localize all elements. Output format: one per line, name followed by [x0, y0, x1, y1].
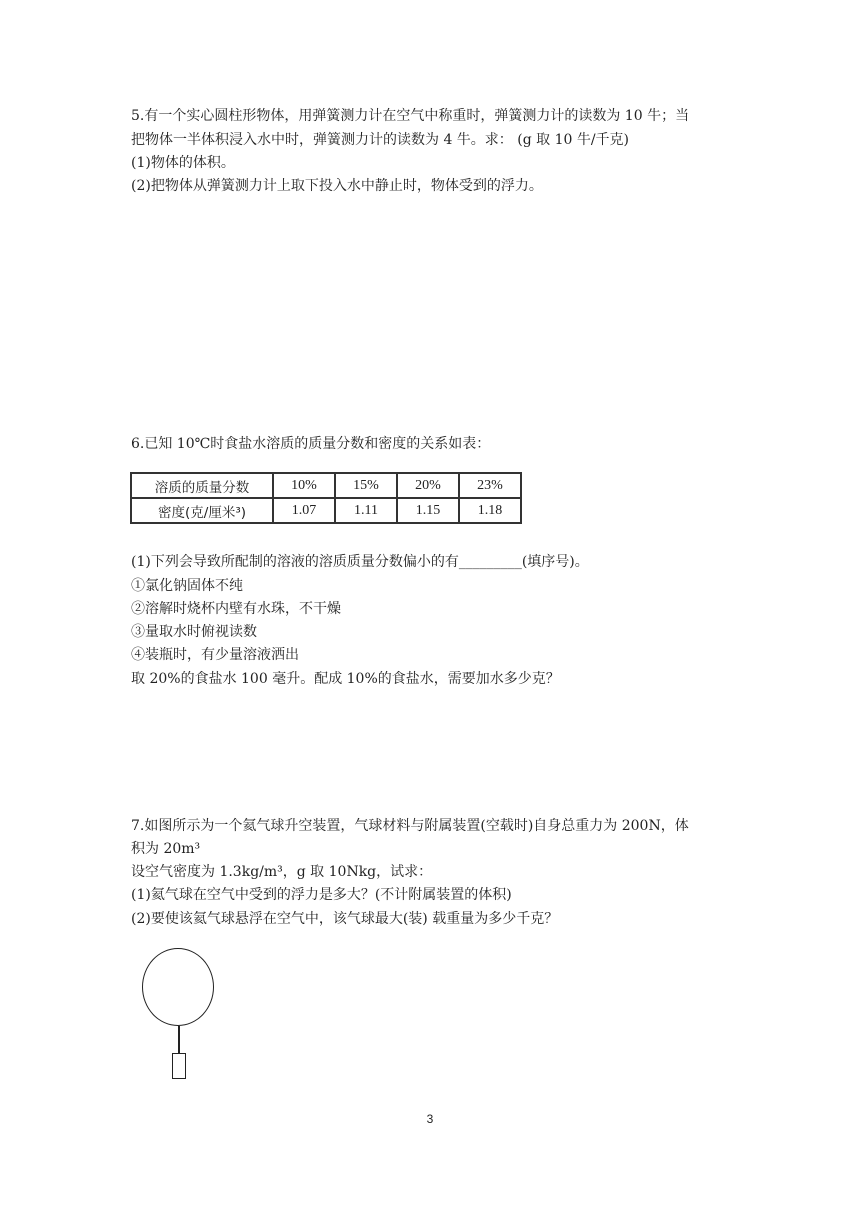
table-cell: 15% [335, 473, 397, 498]
q7-line-1: 7.如图所示为一个氦气球升空装置，气球材料与附属装置(空载时)自身总重力为 200N，体 [131, 818, 689, 834]
table-row-label: 密度(克/厘米³) [131, 498, 273, 523]
page-number: 3 [426, 1112, 434, 1126]
balloon-figure [142, 948, 214, 1026]
q5-sub-2: (2)把物体从弹簧测力计上取下投入水中静止时，物体受到的浮力。 [131, 178, 543, 194]
q6-intro: 6.已知 10℃时食盐水溶质的质量分数和密度的关系如表： [131, 436, 491, 452]
q6-option-2: ②溶解时烧杯内壁有水珠，不干燥 [131, 601, 341, 617]
q7-line-3: 设空气密度为 1.3kg/m³，g 取 10Nkg，试求： [131, 864, 433, 880]
q7-sub-1: (1)氦气球在空气中受到的浮力是多大？(不计附属装置的体积) [131, 887, 512, 903]
q5-sub-1: (1)物体的体积。 [131, 155, 235, 171]
table-cell: 23% [459, 473, 521, 498]
density-table [130, 472, 522, 524]
q6-sub-1: (1)下列会导致所配制的溶液的溶质质量分数偏小的有_________(填序号)。 [131, 554, 589, 570]
table-cell: 10% [273, 473, 335, 498]
table-row [131, 498, 521, 523]
table-cell: 1.15 [397, 498, 459, 523]
q5-line-2: 把物体一半体积浸入水中时，弹簧测力计的读数为 4 牛。求： (g 取 10 牛/千克) [131, 132, 630, 148]
q6-sub-2: 取 20%的食盐水 100 毫升。配成 10%的食盐水，需要加水多少克？ [131, 671, 560, 687]
balloon-string [178, 1026, 180, 1053]
q7-line-2: 积为 20m³ [131, 841, 201, 857]
q6-option-3: ③量取水时俯视读数 [131, 624, 257, 640]
q6-option-1: ①氯化钠固体不纯 [131, 578, 243, 594]
table-header-label: 溶质的质量分数 [131, 473, 273, 498]
table-cell: 20% [397, 473, 459, 498]
q7-sub-2: (2)要使该氦气球悬浮在空气中，该气球最大(装) 载重量为多少千克？ [131, 911, 559, 927]
table-row [131, 473, 521, 498]
payload-box [172, 1053, 186, 1079]
table-cell: 1.11 [335, 498, 397, 523]
q6-option-4: ④装瓶时，有少量溶液洒出 [131, 647, 299, 663]
table-cell: 1.07 [273, 498, 335, 523]
q5-line-1: 5.有一个实心圆柱形物体，用弹簧测力计在空气中称重时，弹簧测力计的读数为 10 牛；当 [131, 108, 690, 124]
table-cell: 1.18 [459, 498, 521, 523]
